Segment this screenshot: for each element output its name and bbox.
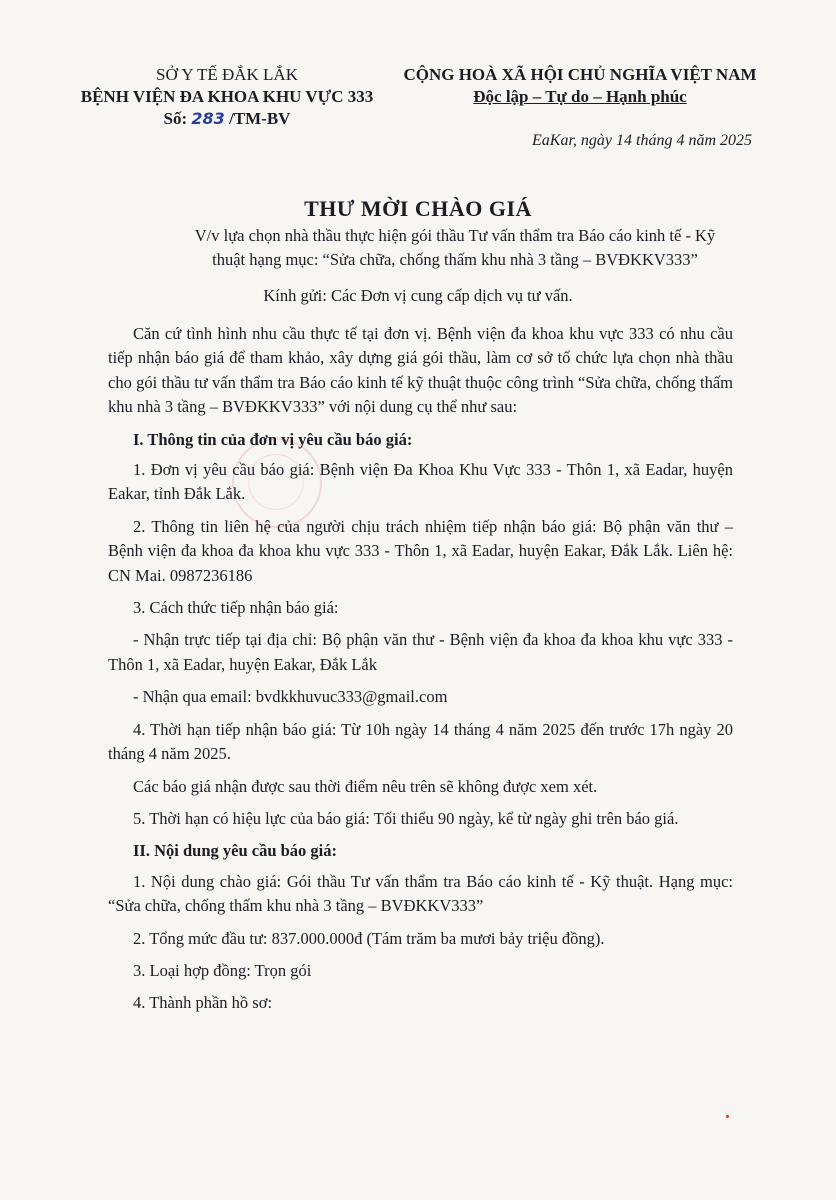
document-title: THƯ MỜI CHÀO GIÁ <box>304 196 532 221</box>
paragraph: 2. Tổng mức đầu tư: 837.000.000đ (Tám trăm ba mươi bảy triệu đồng). <box>133 928 605 948</box>
paragraph: 1. Nội dung chào giá: Gói thầu Tư vấn thẩm tra Báo cáo kinh tế - Kỹ thuật. Hạng mục: “Sửa chữa, chống thấm khu nhà 3 tầng – BVĐKKV333” <box>108 871 733 916</box>
national-header <box>380 64 780 108</box>
paragraph: 4. Thời hạn tiếp nhận báo giá: Từ 10h ngày 14 tháng 4 năm 2025 đến trước 17h ngày 20 tháng 4 năm 2025. <box>108 719 733 764</box>
paragraph: 3. Cách thức tiếp nhận báo giá: <box>133 598 339 618</box>
red-mark <box>726 1115 729 1118</box>
handwritten-number: 283 <box>191 109 225 128</box>
paragraph: - Nhận trực tiếp tại địa chỉ: Bộ phận văn thư - Bệnh viện đa khoa đa khoa khu vực 333 - Thôn 1, xã Eadar, huyện Eakar, Đắk Lắk <box>108 630 733 674</box>
department-name: SỞ Y TẾ ĐẮK LẮK <box>156 65 298 84</box>
national-motto: Độc lập – Tự do – Hạnh phúc <box>473 87 687 106</box>
document-number <box>62 108 392 130</box>
issuer-header <box>62 64 392 130</box>
section-heading-1: I. Thông tin của đơn vị yêu cầu báo giá: <box>133 429 413 449</box>
paragraph: 2. Thông tin liên hệ của người chịu trách nhiệm tiếp nhận báo giá: Bộ phận văn thư – Bệnh viện đa khoa đa khoa khu vực 333 - Thôn 1, xã Eadar, huyện Eakar, Đắk Lắk. Liên hệ: CN Mai. 0987236186 <box>108 516 733 585</box>
section-heading-2: II. Nội dung yêu cầu báo giá: <box>133 841 338 861</box>
intro-paragraph: Căn cứ tình hình nhu cầu thực tế tại đơn vị. Bệnh viện đa khoa khu vực 333 có nhu cầu tiếp nhận báo giá để tham khảo, xây dựng giá gói thầu, làm cơ sở tổ chức lựa chọn nhà thầu cho gói thầu tư vấn thẩm tra Báo cáo kinh tế kỹ thuật thuộc công trình “Sửa chữa, chống thấm khu nhà 3 tầng – BVĐKKV333” với nội dung cụ thể như sau: <box>108 324 733 417</box>
number-suffix: /TM-BV <box>229 109 291 128</box>
number-prefix: Số: <box>163 109 188 128</box>
paragraph: 4. Thành phần hồ sơ: <box>133 993 273 1013</box>
paragraph: 3. Loại hợp đồng: Trọn gói <box>133 960 312 980</box>
paragraph: 5. Thời hạn có hiệu lực của báo giá: Tối thiểu 90 ngày, kể từ ngày ghi trên báo giá. <box>133 808 679 828</box>
paragraph: Các báo giá nhận được sau thời điểm nêu trên sẽ không được xem xét. <box>133 776 598 796</box>
document-body <box>108 322 733 1024</box>
recipient-line: Kính gửi: Các Đơn vị cung cấp dịch vụ tư vấn. <box>263 286 573 305</box>
country-name: CỘNG HOÀ XÃ HỘI CHỦ NGHĨA VIỆT NAM <box>403 65 757 84</box>
document-subject: V/v lựa chọn nhà thầu thực hiện gói thầu Tư vấn thẩm tra Báo cáo kinh tế - Kỹ thuật hạng mục: “Sửa chữa, chống thấm khu nhà 3 tầng – BVĐKKV333” <box>194 226 716 269</box>
paragraph: 1. Đơn vị yêu cầu báo giá: Bệnh viện Đa Khoa Khu Vực 333 - Thôn 1, xã Eadar, huyện Eakar, tỉnh Đắk Lắk. <box>108 460 733 504</box>
hospital-name: BỆNH VIỆN ĐA KHOA KHU VỰC 333 <box>80 87 374 106</box>
document-date: EaKar, ngày 14 tháng 4 năm 2025 <box>532 132 752 149</box>
email-paragraph: - Nhận qua email: bvdkkhuvuc333@gmail.com <box>133 687 448 707</box>
